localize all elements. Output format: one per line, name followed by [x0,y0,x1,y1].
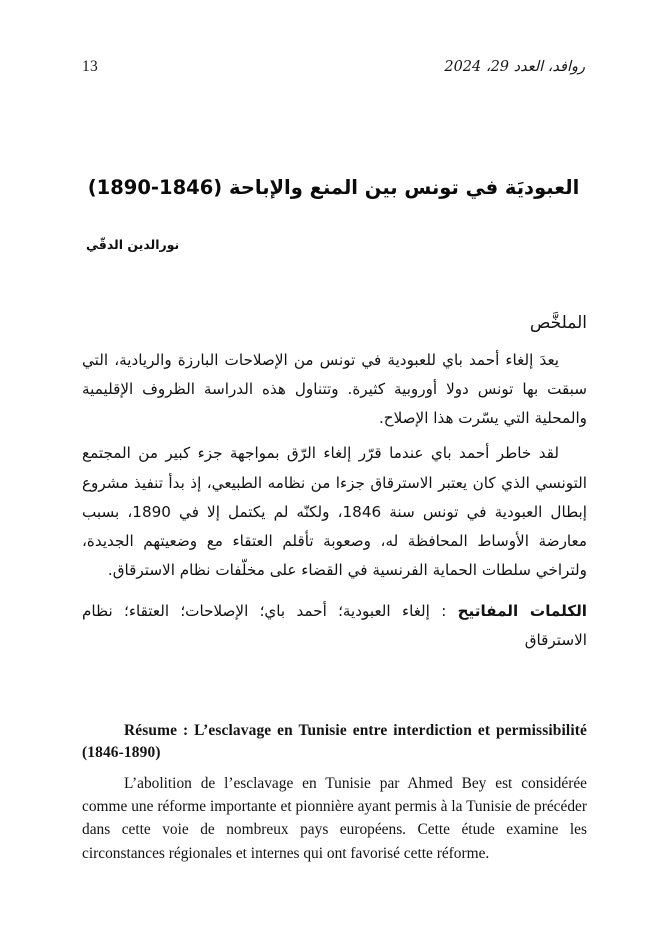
resume-separator: : [182,722,189,739]
running-head [82,58,585,84]
resume-paragraph: L’abolition de l’esclavage en Tunisie par Ahmed Bey est considérée comme une réforme importante et pionnière ayant permis à la Tunisie de précéder dans cette voie de nombreux pays européens. Cette étude examine les circonstances régionales et internes qui ont favorisé cette réforme. [82,774,587,862]
keywords-value: إلغاء العبودية؛ أحمد باي؛ الإصلاحات؛ العتقاء؛ نظام الاسترقاق [82,602,587,650]
abstract-paragraph-2: لقد خاطر أحمد باي عندما قرّر إلغاء الرّق بمواجهة جزء كبير من المجتمع التونسي الذي كان يعتبر الاسترقاق جزءا من نظامه الطبيعي، إذ بدأ تنفيذ مشروع إبطال العبودية في تونس سنة 1846، ولكنّه لم يكتمل إلا في 1890، بسبب معارضة الأوساط المحافظة له، وصعوبة تأقلم العتقاء مع وضعيتهم الجديدة، ولتراخي سلطات الحماية الفرنسية في القضاء على مخلّفات نظام الاسترقاق. [82,444,587,580]
resume-title: L’esclavage en Tunisie entre interdiction et permissibilité (1846-1890) [82,722,588,762]
abstract-paragraph-1: يعدَ إلغاء أحمد باي للعبودية في تونس من الإصلاحات البارزة والريادية، التي سبقت بها تونس دولا أوروبية كثيرة. وتتناول هذه الدراسة الظروف الإقليمية والمحلية التي يسّرت هذا الإصلاح. [82,350,587,428]
abstract-heading: الملخَّص [529,313,587,333]
page-title: العبوديَة في تونس بين المنع والإباحة (1846-1890) [87,176,580,200]
keywords-line [82,597,587,655]
resume-heading [82,720,587,765]
keywords-label: الكلمات المفاتيح [457,602,588,621]
keywords-separator: : [441,602,447,621]
page-number: 13 [82,58,98,75]
resume-label: Résume [124,722,178,739]
arabic-abstract-section [82,312,587,655]
author-name: نورالدين الدقّي [86,237,180,252]
french-resume-section [82,720,587,865]
journal-issue-info: روافد، العدد 29، 2024 [444,59,585,75]
